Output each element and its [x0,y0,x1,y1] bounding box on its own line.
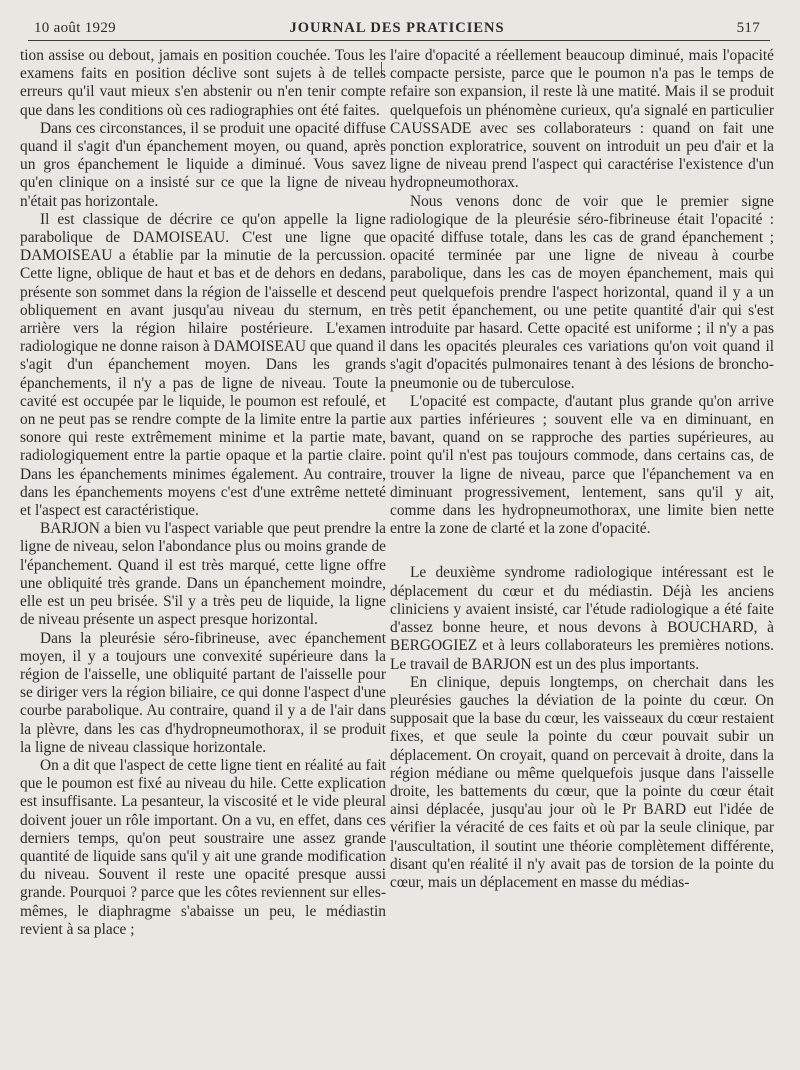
page-number: 517 [736,20,760,36]
paragraph: L'opacité est compacte, d'autant plus grande qu'on arrive aux parties inférieures ; souvent elle va en diminuant, en bavant, quand on se rapproche des parties supérieures, au point qu'il n'est pas toujours commode, dans certains cas, de trouver la ligne de niveau, parce que l'épanchement va en diminuant progressivement, lentement, sans qu'il y ait, comme dans les hydropneumothorax, une limite bien nette entre la zone de clarté et la zone d'opacité. [390,392,774,538]
paragraph: tion assise ou debout, jamais en position couchée. Tous les examens faits en position déclive sont sujets à de telles erreurs qu'il vaut mieux s'en abstenir ou n'en tenir compte que dans les conditions où ces radiographies ont été faites. [20,47,386,119]
paragraph: BARJON a bien vu l'aspect variable que peut prendre la ligne de niveau, selon l'abondance plus ou moins grande de l'épanchement. Quand il est très marqué, cette ligne offre une obliquité très grande. Dans un épanchement moindre, elle est un peu brisée. S'il y a très peu de liquide, la ligne de niveau présente un aspect presque horizontal. [20,520,386,629]
right-column [390,47,774,892]
paragraph: On a dit que l'aspect de cette ligne tient en réalité au fait que le poumon est fixé au niveau du hile. Cette explication est insuffisante. La pesanteur, la viscosité et le vide pleural doivent jouer un rôle important. On a vu, en effet, dans ces derniers temps, qu'on peut soustraire une assez grande quantité de liquide sans qu'il y ait une grande modification du niveau. Souvent il reste une opacité presque aussi grande. Pourquoi ? parce que les côtes reviennent sur elles-mêmes, le diaphragme s'abaisse un peu, le médiastin revient à sa place ; [20,756,386,938]
paragraph: Le deuxième syndrome radiologique intéressant est le déplacement du cœur et du médiastin. Déjà les anciens cliniciens y avaient insisté, car l'étude radiologique a été faite d'assez bonne heure, et nous devons à BOUCHARD, à BERGOGIEZ et à leurs collaborateurs les premières notions. Le travail de BARJON est un des plus importants. [390,564,774,673]
paragraph: l'aire d'opacité a réellement beaucoup diminué, mais l'opacité compacte persiste, parce que le poumon n'a pas le temps de refaire son expansion, il reste là une matité. Mais il se produit quelquefois un phénomène curieux, qu'a signalé en particulier CAUSSADE avec ses collaborateurs : quand on fait une ponction exploratrice, souvent on introduit un peu d'air et la ligne de niveau prend l'aspect qui caractérise l'existence d'un hydropneumothorax. [390,47,774,192]
paragraph: Dans la pleurésie séro-fibrineuse, avec épanchement moyen, il y a toujours une convexité supérieure dans la région de l'aisselle, une obliquité partant de l'aisselle pour se diriger vers la région biliaire, ce qui donne l'aspect d'une courbe parabolique. Au contraire, quand il y a de l'air dans la plèvre, dans les cas d'hydropneumothorax, il se produit la ligne de niveau classique horizontale. [20,629,386,756]
header-rule [28,40,770,41]
paragraph: Dans ces circonstances, il se produit une opacité diffuse quand il s'agit d'un épanchement moyen, ou quand, après un gros épanchement le liquide a diminué. Vous savez qu'en clinique on a insisté sur ce que la ligne de niveau n'était pas horizontale. [20,119,386,210]
page-header [34,14,760,38]
paragraph: Nous venons donc de voir que le premier signe radiologique de la pleurésie séro-fibrineuse était l'opacité : opacité diffuse totale, dans les cas de grand épanchement ; opacité terminée par une ligne de niveau à courbe parabolique, dans les cas de moyen épanchement, mais qui peut quelquefois prendre l'aspect horizontal, quand il y a un très petit épanchement, ou une petite quantité d'air qui s'est introduite par hasard. Cette opacité est uniforme ; il n'y a pas dans les opacités pleurales ces variations qu'on voit quand il s'agit d'opacités pulmonaires tenant à des lésions de broncho-pneumonie ou de tuberculose. [390,192,774,392]
journal-title: JOURNAL DES PRATICIENS [289,20,505,36]
paragraph: Il est classique de décrire ce qu'on appelle la ligne parabolique de DAMOISEAU. C'est une ligne que DAMOISEAU a établie par la minutie de la percussion. Cette ligne, oblique de haut et bas et de dehors en dedans, présente son sommet dans la région de l'aisselle et descend obliquement en avant jusqu'au niveau du sternum, en arrière vers la région hilaire postérieure. L'examen radiologique ne donne raison à DAMOISEAU que quand il s'agit d'un épanchement moyen. Dans les grands épanchements, il n'y a pas de ligne de niveau. Toute la cavité est occupée par le liquide, le poumon est refoulé, et on ne peut pas se rendre compte de la limite entre la partie sonore qui reste extrêmement minime et la partie mate, radiologiquement entre la partie opaque et la partie claire. Dans les épanchements minimes également. Au contraire, dans les épanchements moyens c'est d'une extrême netteté et l'aspect est caractéristique. [20,210,386,520]
header-date: 10 août 1929 [34,20,116,36]
paragraph: En clinique, depuis longtemps, on cherchait dans les pleurésies gauches la déviation de la pointe du cœur. On supposait que la base du cœur, les vaisseaux du cœur restaient fixes, et que seule la pointe du cœur pouvait subir un déplacement. On croyait, quand on percevait à droite, dans la région médiane ou même quelquefois jusque dans l'aisselle droite, les battements du cœur, que la pointe du cœur était ainsi déplacée, jusqu'au jour où le Pr BARD eut l'idée de vérifier la véracité de ces faits et où par la seule clinique, par l'auscultation, il soutint une théorie complètement différente, disant qu'en réalité il n'y avait pas de torsion de la pointe du cœur, mais un déplacement en masse du médias- [390,673,774,891]
left-column [20,47,386,939]
